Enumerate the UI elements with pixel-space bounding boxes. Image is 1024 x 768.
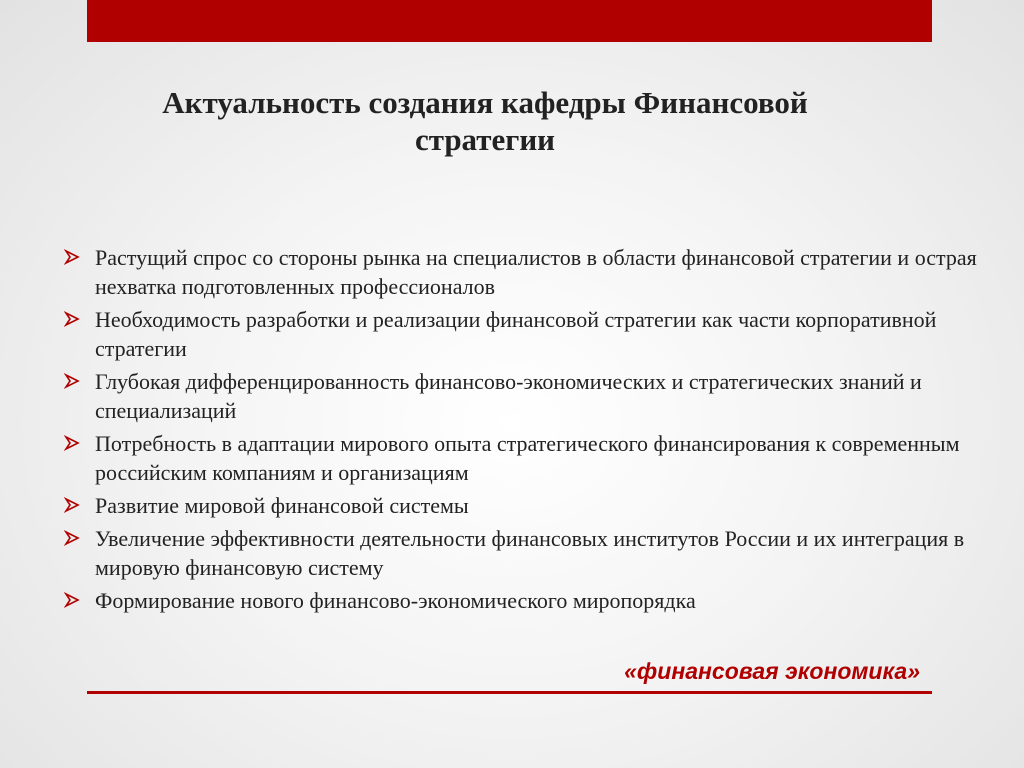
arrow-bullet-icon [64, 249, 80, 265]
list-item [64, 429, 984, 487]
bullet-text: Увеличение эффективности деятельности финансовых институтов России и их интеграция в мировую финансовую систему [95, 526, 965, 580]
bullet-text: Потребность в адаптации мирового опыта стратегического финансирования к современным российским компаниям и организациям [95, 431, 960, 485]
bullet-text: Глубокая дифференцированность финансово-экономических и стратегических знаний и специализаций [95, 369, 922, 423]
list-item [64, 586, 984, 615]
bottom-divider [87, 691, 932, 694]
bullet-text: Необходимость разработки и реализации финансовой стратегии как части корпоративной стратегии [95, 307, 937, 361]
list-item [64, 243, 984, 301]
list-item [64, 491, 984, 520]
slide-title: Актуальность создания кафедры Финансовой стратегии [162, 85, 808, 157]
arrow-bullet-icon [64, 592, 80, 608]
list-item [64, 305, 984, 363]
bullet-text: Формирование нового финансово-экономического миропорядка [95, 588, 696, 613]
bullet-list [64, 243, 984, 619]
arrow-bullet-icon [64, 311, 80, 327]
list-item [64, 524, 984, 582]
arrow-bullet-icon [64, 530, 80, 546]
bullet-text: Растущий спрос со стороны рынка на специалистов в области финансовой стратегии и острая нехватка подготовленных профессионалов [95, 245, 977, 299]
arrow-bullet-icon [64, 435, 80, 451]
list-item [64, 367, 984, 425]
bullet-text: Развитие мировой финансовой системы [95, 493, 469, 518]
arrow-bullet-icon [64, 497, 80, 513]
top-accent-bar [87, 0, 932, 42]
footer-brand-label: «финансовая экономика» [624, 658, 920, 684]
arrow-bullet-icon [64, 373, 80, 389]
